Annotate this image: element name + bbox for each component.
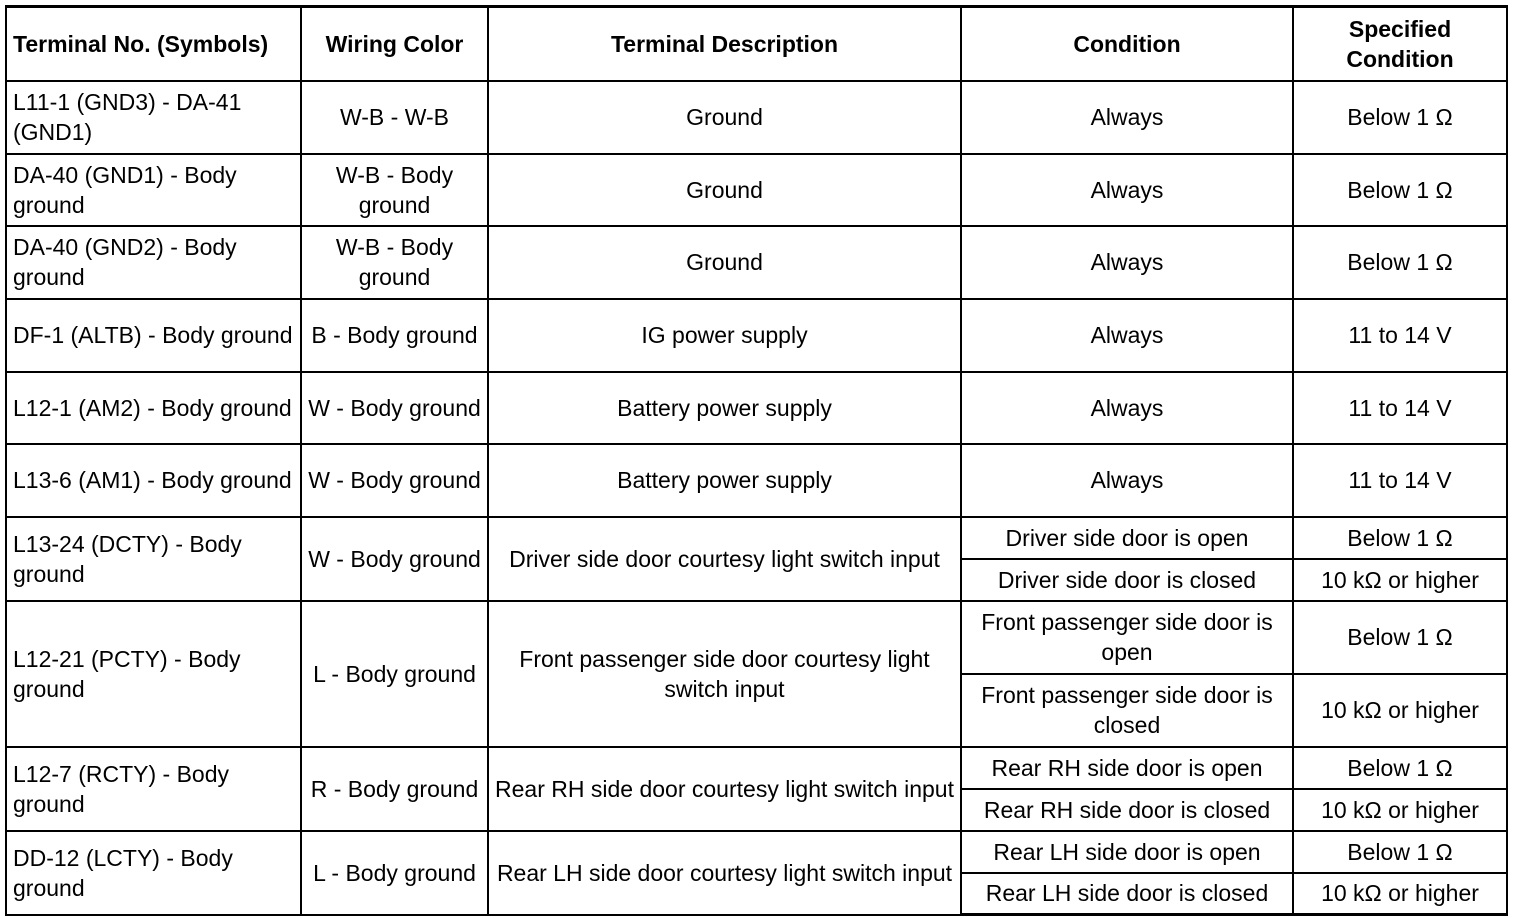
wiring-color-cell: R - Body ground — [301, 747, 488, 831]
description-cell: Driver side door courtesy light switch input — [488, 517, 961, 601]
header-terminal: Terminal No. (Symbols) — [6, 7, 301, 81]
specified-cell: Below 1 Ω — [1293, 226, 1507, 299]
wiring-color-cell: W-B - Body ground — [301, 154, 488, 226]
condition-cell: Rear RH side door is closed — [961, 789, 1293, 831]
terminal-cell: L12-21 (PCTY) - Body ground — [6, 601, 301, 747]
condition-cell: Always — [961, 444, 1293, 517]
wiring-color-cell: W - Body ground — [301, 517, 488, 601]
description-cell: Ground — [488, 226, 961, 299]
table-row — [6, 444, 1507, 517]
header-specified-condition: Specified Condition — [1293, 7, 1507, 81]
wiring-color-cell: L - Body ground — [301, 831, 488, 915]
terminal-cell: DF-1 (ALTB) - Body ground — [6, 299, 301, 372]
header-terminal-description: Terminal Description — [488, 7, 961, 81]
specified-cell: 11 to 14 V — [1293, 299, 1507, 372]
condition-cell: Always — [961, 81, 1293, 154]
specified-cell: 10 kΩ or higher — [1293, 789, 1507, 831]
condition-cell: Front passenger side door is closed — [961, 674, 1293, 747]
condition-cell: Always — [961, 154, 1293, 226]
table-row — [6, 601, 1507, 674]
description-cell: Ground — [488, 154, 961, 226]
condition-cell: Rear RH side door is open — [961, 747, 1293, 789]
terminal-cell: L12-1 (AM2) - Body ground — [6, 372, 301, 444]
wiring-color-cell: L - Body ground — [301, 601, 488, 747]
wiring-color-cell: W-B - W-B — [301, 81, 488, 154]
wiring-color-cell: W-B - Body ground — [301, 226, 488, 299]
description-cell: Rear LH side door courtesy light switch input — [488, 831, 961, 915]
description-cell: Battery power supply — [488, 372, 961, 444]
terminal-cell: L12-7 (RCTY) - Body ground — [6, 747, 301, 831]
terminal-cell: DA-40 (GND1) - Body ground — [6, 154, 301, 226]
table-row — [6, 226, 1507, 299]
condition-cell: Driver side door is open — [961, 517, 1293, 559]
wiring-color-cell: W - Body ground — [301, 444, 488, 517]
specified-cell: 11 to 14 V — [1293, 372, 1507, 444]
wiring-color-cell: B - Body ground — [301, 299, 488, 372]
table-row — [6, 154, 1507, 226]
specified-cell: Below 1 Ω — [1293, 154, 1507, 226]
specified-cell: 11 to 14 V — [1293, 444, 1507, 517]
specified-cell: Below 1 Ω — [1293, 747, 1507, 789]
specified-cell: 10 kΩ or higher — [1293, 674, 1507, 747]
header-row — [6, 7, 1507, 81]
condition-cell: Always — [961, 226, 1293, 299]
description-cell: IG power supply — [488, 299, 961, 372]
terminal-spec-table — [5, 5, 1508, 916]
description-cell: Ground — [488, 81, 961, 154]
terminal-cell: DA-40 (GND2) - Body ground — [6, 226, 301, 299]
terminal-cell: DD-12 (LCTY) - Body ground — [6, 831, 301, 915]
condition-cell: Rear LH side door is open — [961, 831, 1293, 873]
specified-cell: 10 kΩ or higher — [1293, 559, 1507, 601]
specified-cell: Below 1 Ω — [1293, 831, 1507, 873]
description-cell: Front passenger side door courtesy light switch input — [488, 601, 961, 747]
specified-cell: Below 1 Ω — [1293, 81, 1507, 154]
table-row — [6, 517, 1507, 559]
header-wiring-color: Wiring Color — [301, 7, 488, 81]
wiring-color-cell: W - Body ground — [301, 372, 488, 444]
terminal-cell: L13-24 (DCTY) - Body ground — [6, 517, 301, 601]
table-row — [6, 299, 1507, 372]
description-cell: Battery power supply — [488, 444, 961, 517]
condition-cell: Driver side door is closed — [961, 559, 1293, 601]
table-row — [6, 372, 1507, 444]
terminal-cell: L11-1 (GND3) - DA-41 (GND1) — [6, 81, 301, 154]
condition-cell: Always — [961, 299, 1293, 372]
table-row — [6, 831, 1507, 873]
condition-cell: Front passenger side door is open — [961, 601, 1293, 674]
condition-cell: Always — [961, 372, 1293, 444]
condition-cell: Rear LH side door is closed — [961, 873, 1293, 915]
table-row — [6, 81, 1507, 154]
header-condition: Condition — [961, 7, 1293, 81]
terminal-cell: L13-6 (AM1) - Body ground — [6, 444, 301, 517]
description-cell: Rear RH side door courtesy light switch input — [488, 747, 961, 831]
table-row — [6, 747, 1507, 789]
specified-cell: 10 kΩ or higher — [1293, 873, 1507, 915]
specified-cell: Below 1 Ω — [1293, 601, 1507, 674]
specified-cell: Below 1 Ω — [1293, 517, 1507, 559]
